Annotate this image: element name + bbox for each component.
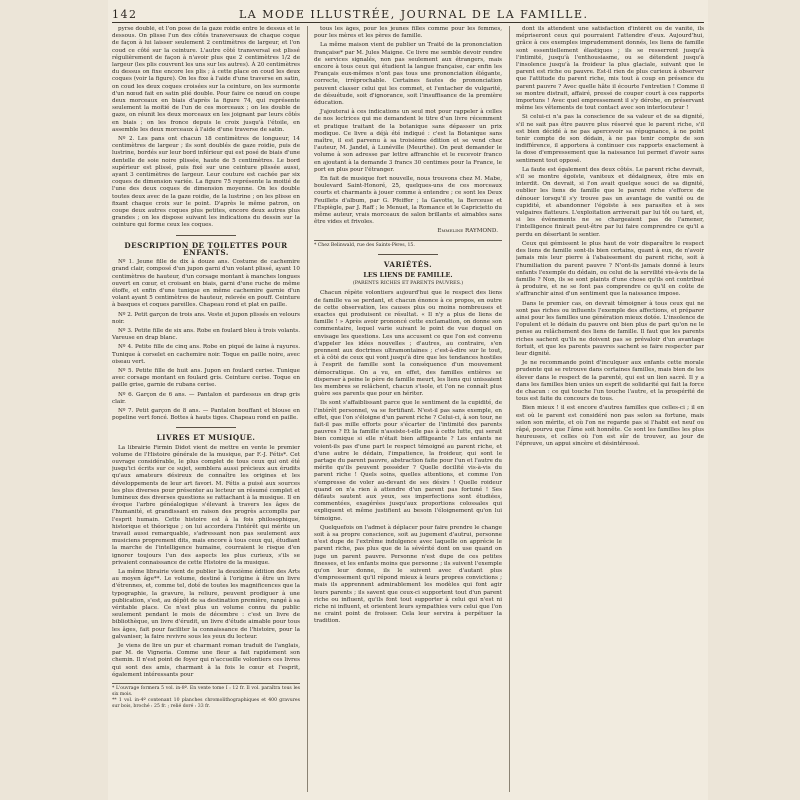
section-separator [176, 427, 236, 428]
column-left [112, 26, 300, 792]
article-paragraph: Ceux qui gémissent le plus haut de voir disparaître le respect des liens de famille sont-ils bien certains, quant à eux, de n'avoir jamais mis leur pierre à l'abaissement du parent riche, soit à l'humiliation du parent pauvre ? N'ont-ils jamais donné à leurs enfants l'exemple du dédain, ou celui de la servilité vis-à-vis de la famille ? Non, ils se sont plaints d'une chose qu'ils ont contribué à produire, et ne se font pas comprendre ce qu'il en coûte de s'affranchir ainsi d'un sentiment que la naissance impose. [516, 240, 704, 298]
article-paragraph: La même maison vient de publier un Traité de la prononciation française* par M. Jules Maigne. Ce livre me semble devoir rendre de services signalés, non pas seulement aux étrangers, mais encore à tous ceux qui étudient la langue française, car enfin les Français eux-mêmes n'ont pas tous une prononciation élégante, correcte, irréprochable. Certaines fautes de prononciation peuvent classer celui qui les commet, et l'entacher de vulgarité, de désuétude, soit d'ignorance, soit l'insuffisance de la première éducation. [314, 42, 502, 107]
article-paragraph: La faute est également des deux côtés. Le parent riche devrait, s'il se montre égoïste, vaniteux et dédaigneux, être mis en interdit. On devrait, si l'on avait quelque souci de sa dignité, oublier les liens de famille que le parent riche s'efforce de dénouer lorsqu'il s'y trouve pas un avantage de vanité ou de cupidité, et abandonner l'égoïste à ses parasites et à ses vulgaires flatteurs. L'exploitation arriverait par lui tôt ou tard, et, si les événements ne se chargeaient pas de l'amener, l'intelligence finirait peut-être par lui faire comprendre ce qu'il a perdu en désertant le sentier. [516, 166, 704, 238]
section-separator [378, 254, 438, 255]
section-heading-livres: LIVRES ET MUSIQUE. [156, 433, 256, 443]
author-signature: Emmeline RAYMOND. [437, 228, 498, 235]
article-paragraph: Dans le premier cas, on devrait témoigner à tous ceux qui ne sont pas riches ou influents l'exemple des affections, et préparer ainsi pour les familles une génération mieux dotée. L'insolence de l'opulent et le dédain du pauvre ont bien plus de part qu'on ne le pense au relâchement des liens de famille. Il faut que les parents riches sachent qu'ils ne doivent pas se prévaloir d'un avantage fortuit, et que les parents pauvres sachent se faire respecter par leur dignité. [516, 300, 704, 357]
footnote: ** 1 vol. in-4º contenant 10 planches chromolithographiques et 400 gravures sur bois, broché : 25 fr. ; relié doré : 33 fr. [112, 698, 300, 710]
article-paragraph: tous les âges, pour les jeunes filles comme pour les femmes, pour les mères et les pères de famille. [314, 26, 502, 40]
column-divider [307, 26, 308, 792]
toilette-description: Nº 4. Petite fille de cinq ans. Robe en piqué de laine à rayures. Tunique à corselet en cachemire noir. Toque en paille noire, avec oiseau vert. [112, 344, 300, 365]
page-number: 142 [112, 7, 138, 21]
article-title: LES LIENS DE FAMILLE. [363, 270, 453, 279]
newspaper-page [108, 0, 708, 800]
article-paragraph: Je viens de lire un pur et charmant roman traduit de l'anglais, par M. de Vigneria. Comme une fleur a fait rapidement son chemin. Il n'est point de foyer qui n'accueille volontiers ces livres qui sont des amis, charmant à la fois le cœur et l'esprit, également intéressants pour [112, 643, 300, 678]
column-middle [314, 26, 502, 792]
pattern-text: pyrse doublé, et l'on pose de la gaze roidie entre le dessus et le dessous. On plisse l'un des côtés transversaux de chaque coque de façon à lui laisser seulement 2 centimètres de largeur, et l'on coud ce côté sur la ceinture. L'autre côté transversal est plissé régulièrement de façon à n'avoir plus que 2 centimètres 1/2 de largeur (les plis couvrent les uns sur les autres). À 20 centimètres du dessus on fixe encore les plis ; à cette place on coud les deux coques (voir la figure). On les fixe à l'aide d'une traverse en satin, on coud les deux coques croisées sur la ceinture, on les surmonte d'un nœud fait en satin plié double. Pour faire ce nœud on coupe deux morceaux en biais d'après la figure 74, qui représente seulement la moitié de l'un de ces morceaux ; on les double de gaze, on réunit les deux morceaux en les joignant par leurs côtés en biais ; on les fronce depuis le croix jusqu'à l'étoile, en assemble les deux morceaux à l'aide d'une traverse de satin. [112, 26, 300, 133]
article-paragraph: Je ne recommande point d'inculquer aux enfants cette morale prudente qui se retrouve dans certaines familles, mais bien de les élever dans le respect de la parenté, qui est un lien sacré. Il y a dans les familles bien unies un esprit de solidarité qui fait la force de chacun : ce qui touche l'un touche l'autre, et la prospérité de tous est faite du concours de tous. [516, 360, 704, 403]
article-subtitle: (PARENTS RICHES ET PARENTS PAUVRES.) [352, 281, 464, 287]
column-divider [509, 26, 510, 792]
toilette-description: Nº 3. Petite fille de six ans. Robe en foulard bleu à trois volants. Vareuse en drap blanc. [112, 327, 300, 342]
article-paragraph: La même librairie vient de publier la deuxième édition des Arts au moyen âge**. Le volume, destiné à l'origine à être un livre d'étrennes, et, comme tel, doté de toutes les magnificences que la typographie, la gravure, la reliure, peuvent prodiguer à une publication, s'est, au dépôt de sa destination première, rangé à sa véritable place. Ce n'est plus un volume connu du public seulement pendant le mois de décembre : c'est un livre de bibliothèque, un livre d'érudit, un livre d'étude aimable pour tous les âges, fait pour faciliter la connaissance de l'histoire, pour la galvaniser, la faire revivre sous les yeux du lecteur. [112, 569, 300, 640]
toilette-description: Nº 7. Petit garçon de 8 ans. — Pantalon bouffant et blouse en popeline vert foncé. Bottes à hauts tiges. Chapeau rond en paille. [112, 407, 300, 422]
section-heading-varietes: VARIÉTÉS. [383, 259, 433, 269]
article-paragraph: Ils sont s'affaiblissant parce que le sentiment de la cupidité, de l'intérêt personnel, va se fortifiant. N'est-il pas sans exemple, en effet, que l'on s'éloigne d'un parent riche ? Celui-ci, à son tour, ne fait-il pas mille efforts pour s'écarter de l'intimité des parents pauvres ? Et la famille n'assiste-t-elle pas à cette lutte, qui serait bien comique si elle n'était bien affligeante ? Les enfants ne voient-ils pas d'une part le respect témoigné au parent riche, et d'une autre le dédain, l'impatience, la froideur, qui sont le partage du parent pauvre, abstraction faite pour l'un et l'autre du mérite qu'ils peuvent posséder ? Quelle docilité vis-à-vis du parent riche ! Quels soins, quelles attentions, et comme l'on s'empresse de voler au-devant de ses désirs ! Quelle roideur quand on n'a rien à attendre d'un parent pas fortuné ! Ses défauts sautent aux yeux, ses imperfections sont étudiées, commentées, exagérées jusqu'aux proportions colossales qui expliquent et même justifient au besoin l'éloignement qu'on lui témoigne. [314, 400, 502, 522]
article-paragraph: Si celui-ci n'a pas la conscience de sa valeur et de sa dignité, s'il ne sait pas être pauvre plus réservé que le parent riche, s'il est bien décidé à ne pas apercevoir sa répugnance, à ne point tenir compte de son dédain, à ne pas tenir compte de son indifférence, il apportera à continuer ces rapports exactement à la dose d'empressement que la naissance lui permet d'avoir sans sentiment tout opposé. [516, 114, 704, 164]
section-heading-toilettes: DESCRIPTION DE TOILETTES POUR ENFANTS. [124, 240, 288, 257]
article-paragraph: La librairie Firmin Didot vient de mettre en vente le premier volume de l'Histoire générale de la musique, par F.-J. Fétis*. Cet ouvrage considérable, le plus complet de tous ceux qui ont été jusqu'ici écrits sur ce sujet, semblera aussi précieux aux érudits qu'aux amateurs désireux de connaître les origines et les développements de leur art favori. M. Fétis a puisé aux sources les plus diverses pour présenter au lecteur un résumé complet et lumineux des diverses questions se rattachant à la musique. Il en évoque l'arbre généalogique s'élevant à travers les âges de l'humanité, et grandissant en raison des progrès accomplis par l'esprit humain. Cette histoire est à la fois philosophique, historique et théorique ; on lui accordera l'intérêt qui mérite un travail aussi remarquable, s'adressant non pas seulement aux musiciens proprement dits, mais encore à tous ceux qui, étudiant la marche de l'intelligence humaine, courraient le risque d'en ignorer toujours l'un des aspects les plus curieux, s'ils se privaient connaissance de cette Histoire de la musique. [112, 444, 300, 566]
pattern-text: Nº 2. Les pans ont chacun 18 centimètres de longueur, 14 centimètres de largeur ; ils sont doublés de gaze roidie, puis de lustrine, bordés sur leur bord inférieur qui est posé de biais d'une dentelle de soie noire plissée, haute de 5 centimètres. Le bord supérieur est plissé, puis fixé sur une ceinture plissée aussi, ayant 3 centimètres de largeur. Leur couture est cachée par six coques de dimension variée. La figure 75 représente la moitié de l'une des deux coques de dimension moyenne. On les double toutes deux avec de la gaze roidie, de la lustrine ; on les plisse en fixant chaque croix sur le point. D'après le même patron, on coupe deux autres coques plus petites, encore deux autres plus grandes ; on les dispose suivant les indications du dessin sur la ceinture qui forme ceux les coques. [112, 136, 300, 229]
article-paragraph: dont ils attendent une satisfaction d'intérêt ou de vanité, ils mépriseront ceux qui pourraient l'attendre d'eux. Aujourd'hui, grâce à ces exemples imprudemment donnés, les liens de famille sont essentiellement élastiques ; ils se resserrent jusqu'à l'intimité, jusqu'à l'enthousiasme, ou se détendent jusqu'à l'insolence jusqu'à la froideur la plus glaciale, suivant que le parent est riche ou pauvre. Est-il rien de plus curieux à observer que l'attitude du parent riche, mis tout à coup en présence du parent pauvre ? Avec quelle hâte il écourte l'entretien ! Comme il se montre distrait, affairé, pressé de couper court à ces rapports importuns ! Avec quel empressement il s'y dérobe, en préservant même les vêtements de tout contact avec son interlocuteur ! [516, 26, 704, 112]
toilette-description: Nº 1. Jeune fille de dix à douze ans. Costume de cachemire grand clair, composé d'un jupon garni d'un volant plissé, ayant 10 centimètres de hauteur, d'un corsage montant à manches longues ouvert en cœur, et croisant en biais, garni d'une ruche de même étoffe, et enfin d'une tunique en même cachemire garnie d'un volant ayant 5 centimètres de hauteur, relevée en pouff. Ceinture à basques et coques pareilles. Chapeau rond et plat en paille. [112, 259, 300, 309]
article-paragraph: Chacun répète volontiers aujourd'hui que le respect des liens de famille va se perdant, et chacun énonce à ce propos, en outre de cette observation, les causes plus ou moins nombreuses et exactes qui produisent ce résultat. « Il n'y a plus de liens de famille ! » Après avoir prononcé cette exclamation, on donne son commentaire, lequel varie suivant le point de vue duquel on envisage les questions. Les uns accusent ce que l'on est convenu d'appeler les idées nouvelles ; d'autres, au contraire, s'en prennent aux doctrines ultramontaines ; c'est-à-dire sur le tout, et à côté de ceux qui vont jusqu'à dire que les tendances hostiles à l'esprit de famille sont la conséquence d'un mouvement démocratique. On a vu, en effet, des familles entières se disperser à peine le père de famille meurt, les liens qui unissaient les membres se relâchent, chacun s'isole, et l'on ne connaît plus guère ses parents que pour en hériter. [314, 290, 502, 398]
section-separator [176, 235, 236, 236]
toilette-description: Nº 5. Petite fille de huit ans. Jupon en foulard cerise. Tunique avec corsage montant en foulard gris. Ceinture cerise. Toque en paille grise, garnie de rubans cerise. [112, 367, 300, 389]
article-paragraph: Bien mieux ! il est encore d'autres familles que celles-ci ; il en est où le parent est considéré non pas selon sa fortune, mais selon son mérite, et où l'on ne regarde pas si l'habit est neuf ou râpé, pourvu que l'âme soit honnête. Ce sont les familles les plus heureuses, et celles où l'on est sûr de trouver, au jour de l'épreuve, un appui sincère et désintéressé. [516, 405, 704, 448]
toilette-description: Nº 6. Garçon de 6 ans. — Pantalon et pardessus en drap gris clair. [112, 391, 300, 405]
journal-title: LA MODE ILLUSTRÉE, JOURNAL DE LA FAMILLE. [238, 7, 589, 21]
page-header [112, 6, 704, 22]
article-paragraph: J'ajouterai à ces indications un seul mot pour rappeler à celles de nos lectrices qui me demandent le titre d'un livre récemment et pratique traitant de la botanique sans dépasser un prix modique. Ce livre a déjà été indiqué : c'est la Botanique sans maître, il est parvenu à sa troisième édition et se vend chez l'auteur, M. Jandel, à Lunéville (Meurthe). On peut demander le volume à son adresse par lettre affranchie et le recevoir franco en ajoutant à la demande 3 francs 30 centimes pour la France, le port en plus pour l'étranger. [314, 109, 502, 173]
footnotes [112, 683, 300, 710]
article-paragraph: En fait de musique fort nouvelle, nous trouvons chez M. Mabe, boulevard Saint-Honoré, 25, quelques-uns de ces morceaux courts et charmants à jouer comme à entendre ; ce sont les Deux Feuillets d'album, par G. Pfeiffer ; la Gavotte, la Berceuse et l'Espiègle, par J. Raff ; le Menuet, la Romance et le Capricietto du même auteur, vrais morceaux de salon brillants et aimables sans être vides et frivoles. [314, 176, 502, 226]
article-paragraph: Quelquefois on l'admet à déplacer pour faire prendre le change soit à sa propre conscience, soit au jugement d'autrui, personne n'est dupe de l'extrême indulgence avec laquelle on apprécie le parent riche, pas plus que de la sévérité dont on use quand on juge un parent pauvre. Personne n'est dupe de ces petites finesses, et les enfants moins que personne ; ils suivent l'exemple qu'on leur donne, ils le suivent avec d'autant plus d'empressement qu'il répond mieux à leurs propres convictions ; mais ils apprennent admirablement les modèles qui font agir leurs parents ; ils savent que ceux-ci supportent tout d'un parent riche ou influent, qu'ils font tout supporter à celui qui n'est ni riche ni influent, et orientent leurs sympathies vers celui que l'on ne craint point de froisser. Cela leur servira à perpétuer la tradition. [314, 524, 502, 625]
toilette-description: Nº 2. Petit garçon de trois ans. Veste et jupon plissés en velours noir. [112, 311, 300, 325]
column-right [516, 26, 704, 792]
header-rule [112, 22, 704, 23]
footnote: * L'ouvrage formera 5 vol. in-8º. En vente tome I : 12 fr. Il vol. paraîtra tous les six mois. [112, 686, 300, 698]
footnote: * Chez Belinwald, rue des Saints-Pères, 15. [314, 240, 502, 249]
